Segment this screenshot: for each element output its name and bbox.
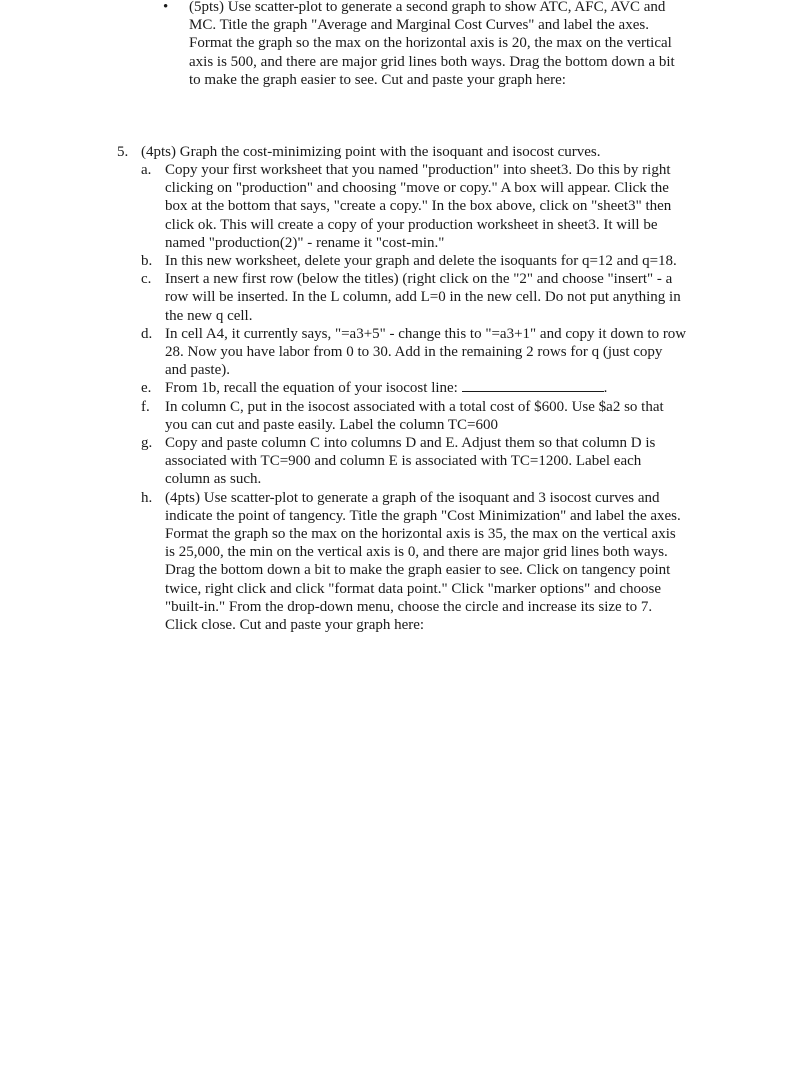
subitem-e <box>141 379 687 397</box>
bullet-item-text: (5pts) Use scatter-plot to generate a second graph to show ATC, AFC, AVC and MC. Title the graph "Average and Marginal Cost Curves" and label the axes. Format the graph so the max on the horizontal axis is 20, the max on the vertical axis is 500, and there are major grid lines both ways. Drag the bottom down a bit to make the graph easier to see. Cut and paste your graph here: <box>189 0 675 88</box>
answer-blank[interactable] <box>462 379 604 392</box>
subitem-letter: h. <box>141 489 153 506</box>
subitem-d <box>141 325 687 380</box>
subitem-letter: c. <box>141 271 152 288</box>
subitem-text-wrap <box>165 379 687 397</box>
question-number: 5. <box>117 144 129 160</box>
subitem-h <box>141 489 687 635</box>
subitem-letter: a. <box>141 162 152 178</box>
subitem-letter: f. <box>141 398 150 415</box>
subitem-text: Copy your first worksheet that you named "production" into sheet3. Do this by right clicking on "production" and choosing "move or copy." A box will appear. Click the box at the bottom that says, "create a copy." In the box above, click on "sheet3" then click ok. This will create a copy of your production worksheet in sheet3. It will be named "production(2)" - rename it "cost-min." <box>165 162 672 251</box>
subitem-text: In cell A4, it currently says, "=a3+5" - change this to "=a3+1" and copy it down to row 28. Now you have labor from 0 to 30. Add in the remaining 2 rows for q (just copy and paste). <box>165 325 687 379</box>
question-5-subitems <box>141 161 687 634</box>
subitem-suffix: . <box>603 380 608 397</box>
subitem-f <box>141 398 687 434</box>
subitem-text: In column C, put in the isocost associated with a total cost of $600. Use $a2 so that you can cut and paste easily. Label the column TC=600 <box>165 398 664 433</box>
subitem-text: (4pts) Use scatter-plot to generate a graph of the isoquant and 3 isocost curves and indicate the point of tangency. Title the graph "Cost Minimization" and label the axes. Format the graph so the max on the horizontal axis is 35, the max on the vertical axis is 25,000, the min on the vertical axis is 0, and there are major grid lines both ways. Drag the bottom down a bit to make the graph easier to see. Click on tangency point twice, right click and click "format data point." Click "marker options" and choose "built-in." From the drop-down menu, choose the circle and increase its size to 7. Click close. Cut and paste your graph here: <box>165 489 681 634</box>
subitem-text: In this new worksheet, delete your graph and delete the isoquants for q=12 and q=18. <box>165 253 677 270</box>
subitem-letter: g. <box>141 435 153 452</box>
subitem-text: Copy and paste column C into columns D and E. Adjust them so that column D is associated with TC=900 and column E is associated with TC=1200. Label each column as such. <box>165 435 656 488</box>
question-text: (4pts) Graph the cost-minimizing point with the isoquant and isocost curves. <box>141 144 601 160</box>
subitem-c <box>141 270 687 325</box>
subitem-letter: d. <box>141 325 153 342</box>
subitem-a <box>141 161 687 252</box>
subitem-text: From 1b, recall the equation of your isocost line: <box>165 380 458 397</box>
subitem-text: Insert a new first row (below the titles) (right click on the "2" and choose "insert" - a row will be inserted. In the L column, add L=0 in the new cell. Do not put anything in the new q cell. <box>165 271 681 324</box>
subitem-letter: e. <box>141 380 152 397</box>
bullet-mark: • <box>163 0 169 15</box>
subitem-b <box>141 252 687 270</box>
subitem-letter: b. <box>141 253 153 270</box>
subitem-g <box>141 434 687 489</box>
